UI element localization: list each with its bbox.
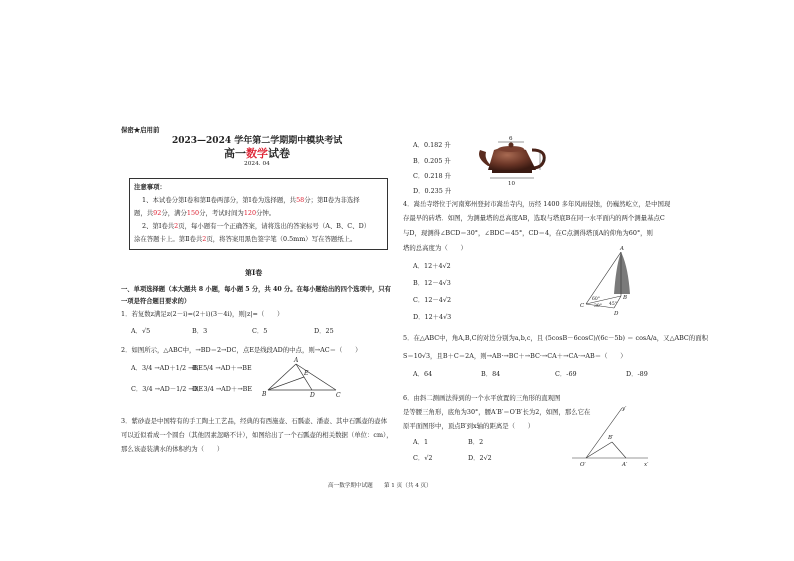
q4-angle-30: 30° bbox=[594, 304, 602, 309]
page-footer: 高一数学期中试题 第 1 页（共 4 页） bbox=[328, 483, 432, 489]
q1-stem: 1．若复数z满足z(2－i)=(2＋i)(3－4i)，则|z|=（ ） bbox=[121, 310, 284, 318]
part1-heading: 一、单项选择题（本大题共 8 小题，每小题 5 分，共 40 分。在每小题给出的四个选项中，只有 bbox=[121, 286, 391, 293]
notice-score: 92 bbox=[153, 209, 162, 217]
notice-text: 分，满分 bbox=[161, 209, 187, 217]
dim-bottom-label: 10 bbox=[508, 181, 515, 187]
q2-label-e: E bbox=[304, 370, 309, 377]
dim-top-label: 6 bbox=[509, 136, 513, 142]
q6-option-b[interactable]: B．2 bbox=[468, 438, 484, 446]
exam-title: 2023—2024 学年第二学期期中模块考试 bbox=[172, 136, 343, 146]
q4-line-3: 与D，现测得∠BCD＝30°，∠BDC＝45°，CD＝4，在C点测得塔顶A的仰角为60°，则 bbox=[403, 229, 653, 237]
notice-text: 涂在答题卡上。第Ⅱ卷共 bbox=[134, 235, 203, 243]
q3-option-b[interactable]: B．0.205 升 bbox=[413, 157, 451, 165]
q4-option-a[interactable]: A．12＋4√2 bbox=[413, 262, 451, 270]
q4-label-c: C bbox=[580, 303, 585, 309]
q6-edge-ba bbox=[612, 442, 626, 458]
q4-option-d[interactable]: D．12＋4√3 bbox=[413, 313, 452, 321]
notice-score: 58 bbox=[296, 196, 305, 204]
q2-edge-ac bbox=[296, 364, 336, 390]
q4-line-4: 塔的总高度为（ ） bbox=[403, 244, 467, 252]
q2-label-a: A bbox=[294, 357, 299, 364]
notice-line-1 bbox=[142, 196, 360, 204]
q2-option-a[interactable]: A．3/4 →AD＋1/2 →BE bbox=[131, 364, 203, 372]
q5-option-b[interactable]: B．84 bbox=[481, 370, 501, 378]
q6-line-2: 是等腰三角形，底角为30°，腰A′B′＝O′B′长为2，如图，那么它在 bbox=[403, 408, 591, 416]
q4-label-a: A bbox=[620, 246, 624, 252]
exam-date: 2024. 04 bbox=[244, 161, 270, 167]
q3-line-3: 那么该壶装满水的体积约为（ ） bbox=[121, 445, 224, 453]
q4-angle-45: 45° bbox=[609, 302, 617, 307]
q6-label-x: x′ bbox=[644, 462, 649, 468]
q5-option-d[interactable]: D．-89 bbox=[626, 370, 648, 378]
q6-label-o: O′ bbox=[580, 462, 586, 468]
notice-score: 2 bbox=[174, 222, 179, 230]
teapot-knob bbox=[509, 143, 514, 148]
q4-option-c[interactable]: C．12－4√2 bbox=[413, 296, 452, 304]
q2-option-b[interactable]: B．5/4 →AD＋→BE bbox=[192, 364, 252, 372]
q6-label-y: y′ bbox=[622, 406, 627, 412]
notice-heading: 注意事项： bbox=[134, 183, 166, 191]
q4-line-1: 4．嵩岳寺塔位于河南郑州登封市嵩岳寺内，历经 1400 多年风雨侵蚀，仍巍然屹立，是中国现 bbox=[403, 200, 671, 208]
q6-label-a: A′ bbox=[622, 462, 628, 468]
subtitle-subject: 数学 bbox=[246, 147, 268, 160]
notice-text: 题，共 bbox=[134, 209, 154, 217]
q2-option-c[interactable]: C．3/4 →AD－1/2 →BE bbox=[131, 385, 204, 393]
q2-edge-ab bbox=[268, 364, 296, 390]
q5-option-c[interactable]: C．-69 bbox=[555, 370, 577, 378]
q3-option-c[interactable]: C．0.218 升 bbox=[413, 172, 451, 180]
q6-edge-ob bbox=[586, 442, 612, 458]
teapot-base bbox=[492, 170, 532, 173]
q1-option-b[interactable]: B．3 bbox=[192, 327, 208, 335]
q2-edge-be bbox=[268, 377, 304, 390]
q6-y-axis bbox=[586, 408, 622, 458]
q6-oblique-figure bbox=[572, 404, 652, 468]
notice-text: 分钟。 bbox=[256, 209, 276, 217]
part1-heading-cont: 一项是符合题目要求的） bbox=[121, 298, 191, 305]
q6-option-c[interactable]: C．√2 bbox=[413, 454, 433, 462]
q2-label-d: D bbox=[310, 392, 315, 399]
q6-line-3: 原平面图形中，顶点B′到x轴的距离是（ ） bbox=[403, 422, 535, 430]
q4-label-d: D bbox=[614, 311, 619, 317]
q1-option-c[interactable]: C．5 bbox=[252, 327, 268, 335]
notice-text: 页，将答案用黑色签字笔（0.5mm）写在答题纸上。 bbox=[206, 235, 357, 243]
notice-line-3 bbox=[142, 222, 370, 230]
dim-height-label: 4 bbox=[542, 158, 546, 164]
q4-angle-60: 60° bbox=[592, 297, 600, 302]
notice-line-2 bbox=[134, 209, 275, 217]
notice-text: 1、本试卷分第Ⅰ卷和第Ⅱ卷两部分，第Ⅰ卷为选择题，共 bbox=[142, 196, 297, 204]
notice-text: 分，考试时间为 bbox=[199, 209, 244, 217]
q4-pagoda-figure bbox=[578, 246, 650, 318]
q4-option-b[interactable]: B．12－4√3 bbox=[413, 279, 451, 287]
q4-label-b: B bbox=[623, 295, 628, 301]
notice-text: 页，每小题有一个正确答案，请将选出的答案标号（A、B、C、D） bbox=[178, 222, 371, 230]
q1-option-a[interactable]: A．√5 bbox=[131, 327, 151, 335]
q5-line-1: 5．在△ABC中，角A,B,C的对边分别为a,b,c，且 (5cosB－6cosC)/(6c－5b) ＝ cosA/a，又△ABC的面积 bbox=[403, 334, 708, 342]
q6-label-b: B′ bbox=[608, 435, 614, 441]
q3-line-2: 可以近似看成一个圆台（其他因素忽略不计），如图给出了一个石瓢壶的相关数据（单位：cm）， bbox=[121, 431, 393, 439]
q6-line-1: 6．由斜二测画法得到的一个水平放置的三角形的直观图 bbox=[403, 394, 561, 402]
subtitle-pre: 高一 bbox=[224, 147, 246, 160]
q3-option-a[interactable]: A．0.182 升 bbox=[413, 141, 451, 149]
subtitle-post: 试卷 bbox=[268, 147, 290, 160]
exam-subtitle bbox=[224, 145, 290, 161]
q2-triangle-figure bbox=[262, 358, 342, 398]
q6-option-d[interactable]: D．2√2 bbox=[468, 454, 492, 462]
notice-text: 分；第Ⅱ卷为非选择 bbox=[304, 196, 360, 204]
notice-text: 2、第Ⅰ卷共 bbox=[142, 222, 175, 230]
q4-line-2: 存最早的砖塔．如图，为测量塔的总高度AB，选取与塔底B在同一水平面内的两个测量基点C bbox=[403, 214, 665, 222]
teapot-figure bbox=[474, 136, 554, 188]
notice-line-4 bbox=[134, 235, 356, 243]
q1-option-d[interactable]: D．25 bbox=[314, 327, 334, 335]
q3-option-d[interactable]: D．0.235 升 bbox=[413, 187, 452, 195]
q5-option-a[interactable]: A．64 bbox=[413, 370, 433, 378]
q5-line-2: S＝10√3，且B＋C＝2A，则→AB·→BC＋→BC·→CA＋→CA·→AB＝（ ） bbox=[403, 352, 627, 360]
volume-heading: 第Ⅰ卷 bbox=[245, 268, 263, 277]
q6-option-a[interactable]: A．1 bbox=[413, 438, 429, 446]
notice-score: 120 bbox=[243, 209, 257, 217]
q3-line-1: 3．紫砂壶是中国特有的手工陶土工艺品，经典的有西施壶、石瓢壶、潘壶、其中石瓢壶的壶体 bbox=[121, 417, 388, 425]
q2-label-c: C bbox=[336, 392, 341, 399]
notice-score: 150 bbox=[186, 209, 200, 217]
notice-score: 2 bbox=[202, 235, 207, 243]
q2-label-b: B bbox=[262, 391, 267, 398]
confidential-label: 保密★启用前 bbox=[121, 126, 160, 134]
q2-stem: 2．如图所示，△ABC中，→BD＝2→DC，点E是线段AD的中点，则→AC＝（ ） bbox=[121, 346, 362, 354]
q2-option-d[interactable]: D．3/4 →AD＋→BE bbox=[192, 385, 253, 393]
